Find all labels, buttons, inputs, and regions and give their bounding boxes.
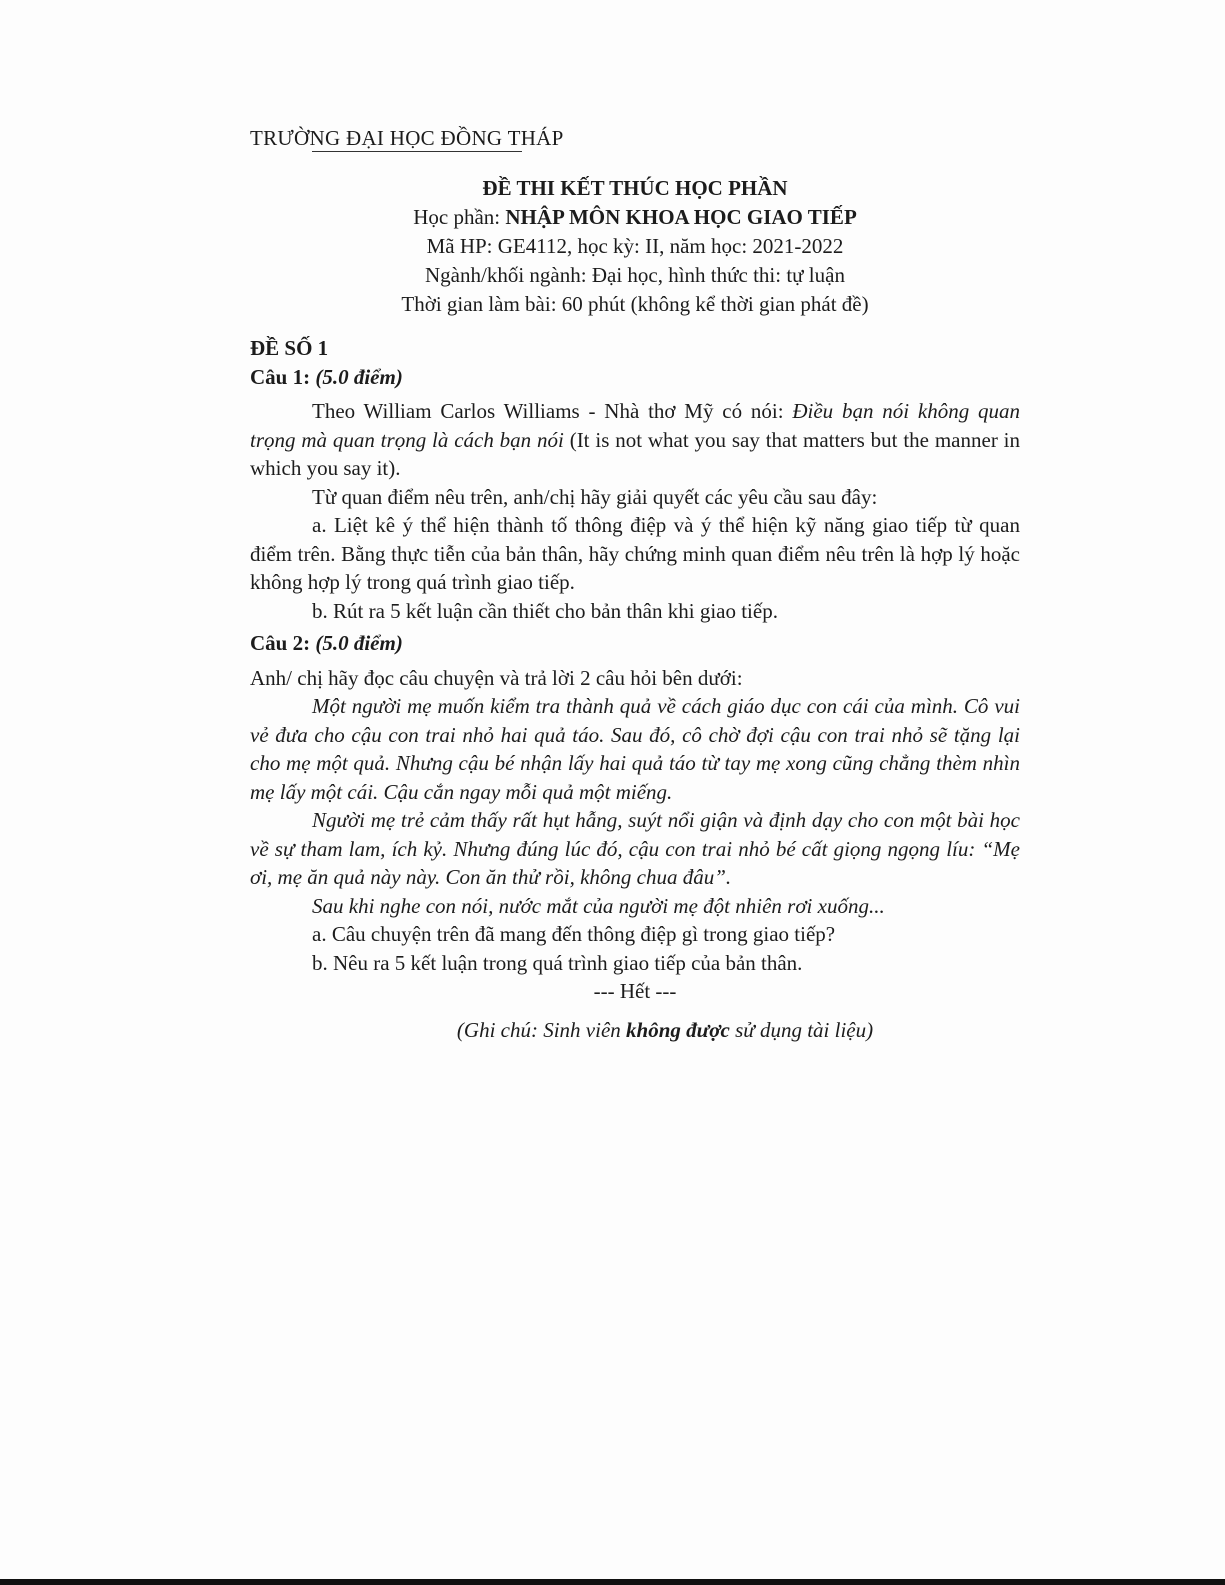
exam-note [250,1016,1020,1045]
question-1-quote-english: (It is not what you say that matters but the manner in which you say it). [250,427,1020,480]
university-name: TRƯỜNG ĐẠI HỌC ĐỒNG THÁP [250,126,564,150]
course-line [250,203,1020,232]
major-info: Ngành/khối ngành: Đại học, hình thức thi: tự luận [425,263,845,287]
course-prefix: Học phần: [413,205,506,229]
scan-bottom-edge [0,1579,1225,1585]
question-1-quote-paragraph [250,397,1020,483]
question-2-points: (5.0 điểm) [315,631,403,655]
story-paragraph-1: Một người mẹ muốn kiểm tra thành quả về cách giáo dục con cái của mình. Cô vui vẻ đưa cho cậu con trai nhỏ hai quả táo. Sau đó, cô chờ đợi cậu con trai nhỏ sẽ tặng lại cho mẹ một quả. Nhưng cậu bé nhận lấy hai quả táo từ tay mẹ xong cũng chẳng thèm nhìn mẹ lấy một cái. Cậu cắn ngay mỗi quả một miếng. [250,694,1020,804]
course-name: NHẬP MÔN KHOA HỌC GIAO TIẾP [505,205,857,229]
exam-body [250,334,1020,1044]
time-info: Thời gian làm bài: 60 phút (không kể thời gian phát đề) [401,292,869,316]
question-1-label: Câu 1: [250,364,316,389]
note-bold: không được [626,1017,730,1042]
note-suffix: sử dụng tài liệu) [729,1017,874,1042]
exam-title: ĐỀ THI KẾT THÚC HỌC PHẦN [482,176,788,200]
question-1-heading [250,363,1020,392]
question-1-quote: Điều bạn nói không quan trọng mà quan trọng là cách bạn nói [250,399,1020,452]
question-1-part-b: b. Rút ra 5 kết luận cần thiết cho bản thân khi giao tiếp. [312,598,778,623]
note-prefix: (Ghi chú: Sinh viên [456,1017,627,1042]
question-2-heading [250,629,1020,658]
story-paragraph-2: Người mẹ trẻ cảm thấy rất hụt hẫng, suýt nổi giận và định dạy cho con một bài học về sự tham lam, ích kỷ. Nhưng đúng lúc đó, cậu con trai nhỏ bé cất giọng ngọng líu: “Mẹ ơi, mẹ ăn quả này này. Con ăn thử rồi, không chua đâu”. [250,808,1020,889]
end-mark: --- Hết --- [593,979,677,1003]
university-underline [312,151,522,152]
question-1-intro: Theo William Carlos Williams - Nhà thơ Mỹ có nói: [312,399,793,423]
question-1-task-intro: Từ quan điểm nêu trên, anh/chị hãy giải quyết các yêu cầu sau đây: [312,484,878,509]
story-paragraph-3: Sau khi nghe con nói, nước mắt của người mẹ đột nhiên rơi xuống... [312,893,885,918]
course-info: Mã HP: GE4112, học kỳ: II, năm học: 2021-2022 [426,234,844,258]
question-2-part-a: a. Câu chuyện trên đã mang đến thông điệp gì trong giao tiếp? [312,922,836,946]
question-2-intro: Anh/ chị hãy đọc câu chuyện và trả lời 2 câu hỏi bên dưới: [250,665,743,690]
question-1-points: (5.0 điểm) [315,364,403,389]
exam-number: ĐỀ SỐ 1 [250,336,329,360]
question-2-label: Câu 2: [250,631,316,655]
question-2-part-b: b. Nêu ra 5 kết luận trong quá trình giao tiếp của bản thân. [312,950,803,975]
exam-header [250,174,1020,319]
question-1-part-a: a. Liệt kê ý thể hiện thành tố thông điệp và ý thể hiện kỹ năng giao tiếp từ quan điểm trên. Bằng thực tiễn của bản thân, hãy chứng minh quan điểm nêu trên là hợp lý hoặc không hợp lý trong quá trình giao tiếp. [250,513,1020,594]
